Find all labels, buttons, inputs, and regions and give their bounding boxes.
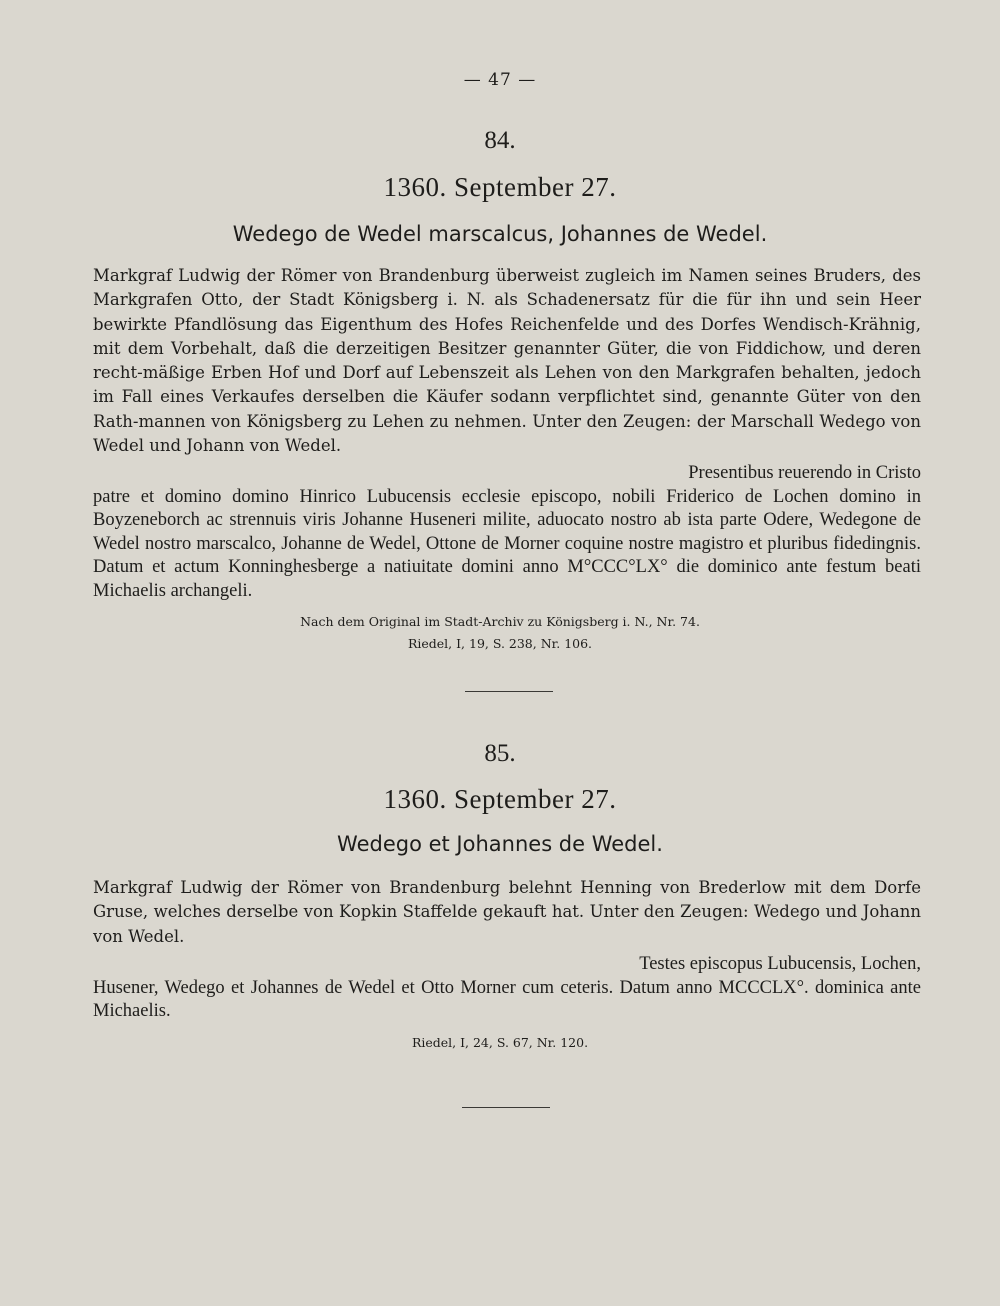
page-number: — 47 — — [463, 70, 537, 90]
section-divider — [465, 691, 553, 692]
latin-first-line-85: Testes episcopus Lubucensis, Lochen, — [639, 954, 921, 974]
latin-text-85 — [93, 953, 921, 1024]
document-heading-85: Wedego et Johannes de Wedel. — [337, 832, 663, 856]
document-date-84: 1360. September 27. — [383, 172, 617, 202]
document-number-85: 85. — [484, 740, 516, 767]
latin-text-84 — [93, 462, 921, 603]
summary-85: Markgraf Ludwig der Römer von Brandenburg belehnt Henning von Brederlow mit dem Dorfe Gruse, welches derselbe von Kopkin Staffelde gekauft hat. Unter den Zeugen: Wedego und Johann von Wedel. — [93, 878, 921, 946]
source-note-85: Riedel, I, 24, S. 67, Nr. 120. — [411, 1035, 589, 1050]
document-number-84: 84. — [484, 127, 516, 154]
source-note-84-b: Riedel, I, 19, S. 238, Nr. 106. — [407, 636, 593, 651]
summary-84: Markgraf Ludwig der Römer von Brandenburg überweist zugleich im Namen seines Bruders, des Markgrafen Otto, der Stadt Königsberg i. N. als Schadenersatz für die für ihn und sein Heer bewirkte Pfandlösung das Eigenthum des Hofes Reichenfelde und des Dorfes Wendisch-Krähnig, mit dem Vorbehalt, daß die derzeitigen Besitzer genannter Güter, die von Fiddichow, und deren recht-mäßige Erben Hof und Dorf auf Lebenszeit als Lehen von den Markgrafen behalten, jedoch im Fall eines Verkaufes derselben die Käufer sodann verpflichtet sind, genannte Güter von den Rath-mannen von Königsberg zu Lehen zu nehmen. Unter den Zeugen: der Marschall Wedego von Wedel und Johann von Wedel. — [93, 266, 921, 456]
document-date-85: 1360. September 27. — [383, 784, 617, 814]
document-heading-84: Wedego de Wedel marscalcus, Johannes de Wedel. — [232, 222, 768, 246]
latin-body-84: patre et domino domino Hinrico Lubucensis ecclesie episcopo, nobili Friderico de Lochen domino in Boyzeneborch ac strennuis viris Johanne Huseneri milite, aduocato nostro ab ista parte Odere, Wedegone de Wedel nostro marscalco, Johanne de Wedel, Ottone de Morner coquine nostre magistro et pluribus fidedingnis. Datum et actum Konninghesberge a natiuitate domini anno M°CCC°LX° die dominico ante festum beati Michaelis archangeli. — [93, 486, 921, 601]
latin-first-line-84: Presentibus reuerendo in Cristo — [688, 463, 921, 483]
source-note-84-a: Nach dem Original im Stadt-Archiv zu Königsberg i. N., Nr. 74. — [300, 614, 700, 629]
end-divider — [462, 1107, 550, 1108]
latin-body-85: Husener, Wedego et Johannes de Wedel et Otto Morner cum ceteris. Datum anno MCCCLX°. dominica ante Michaelis. — [93, 977, 921, 1021]
